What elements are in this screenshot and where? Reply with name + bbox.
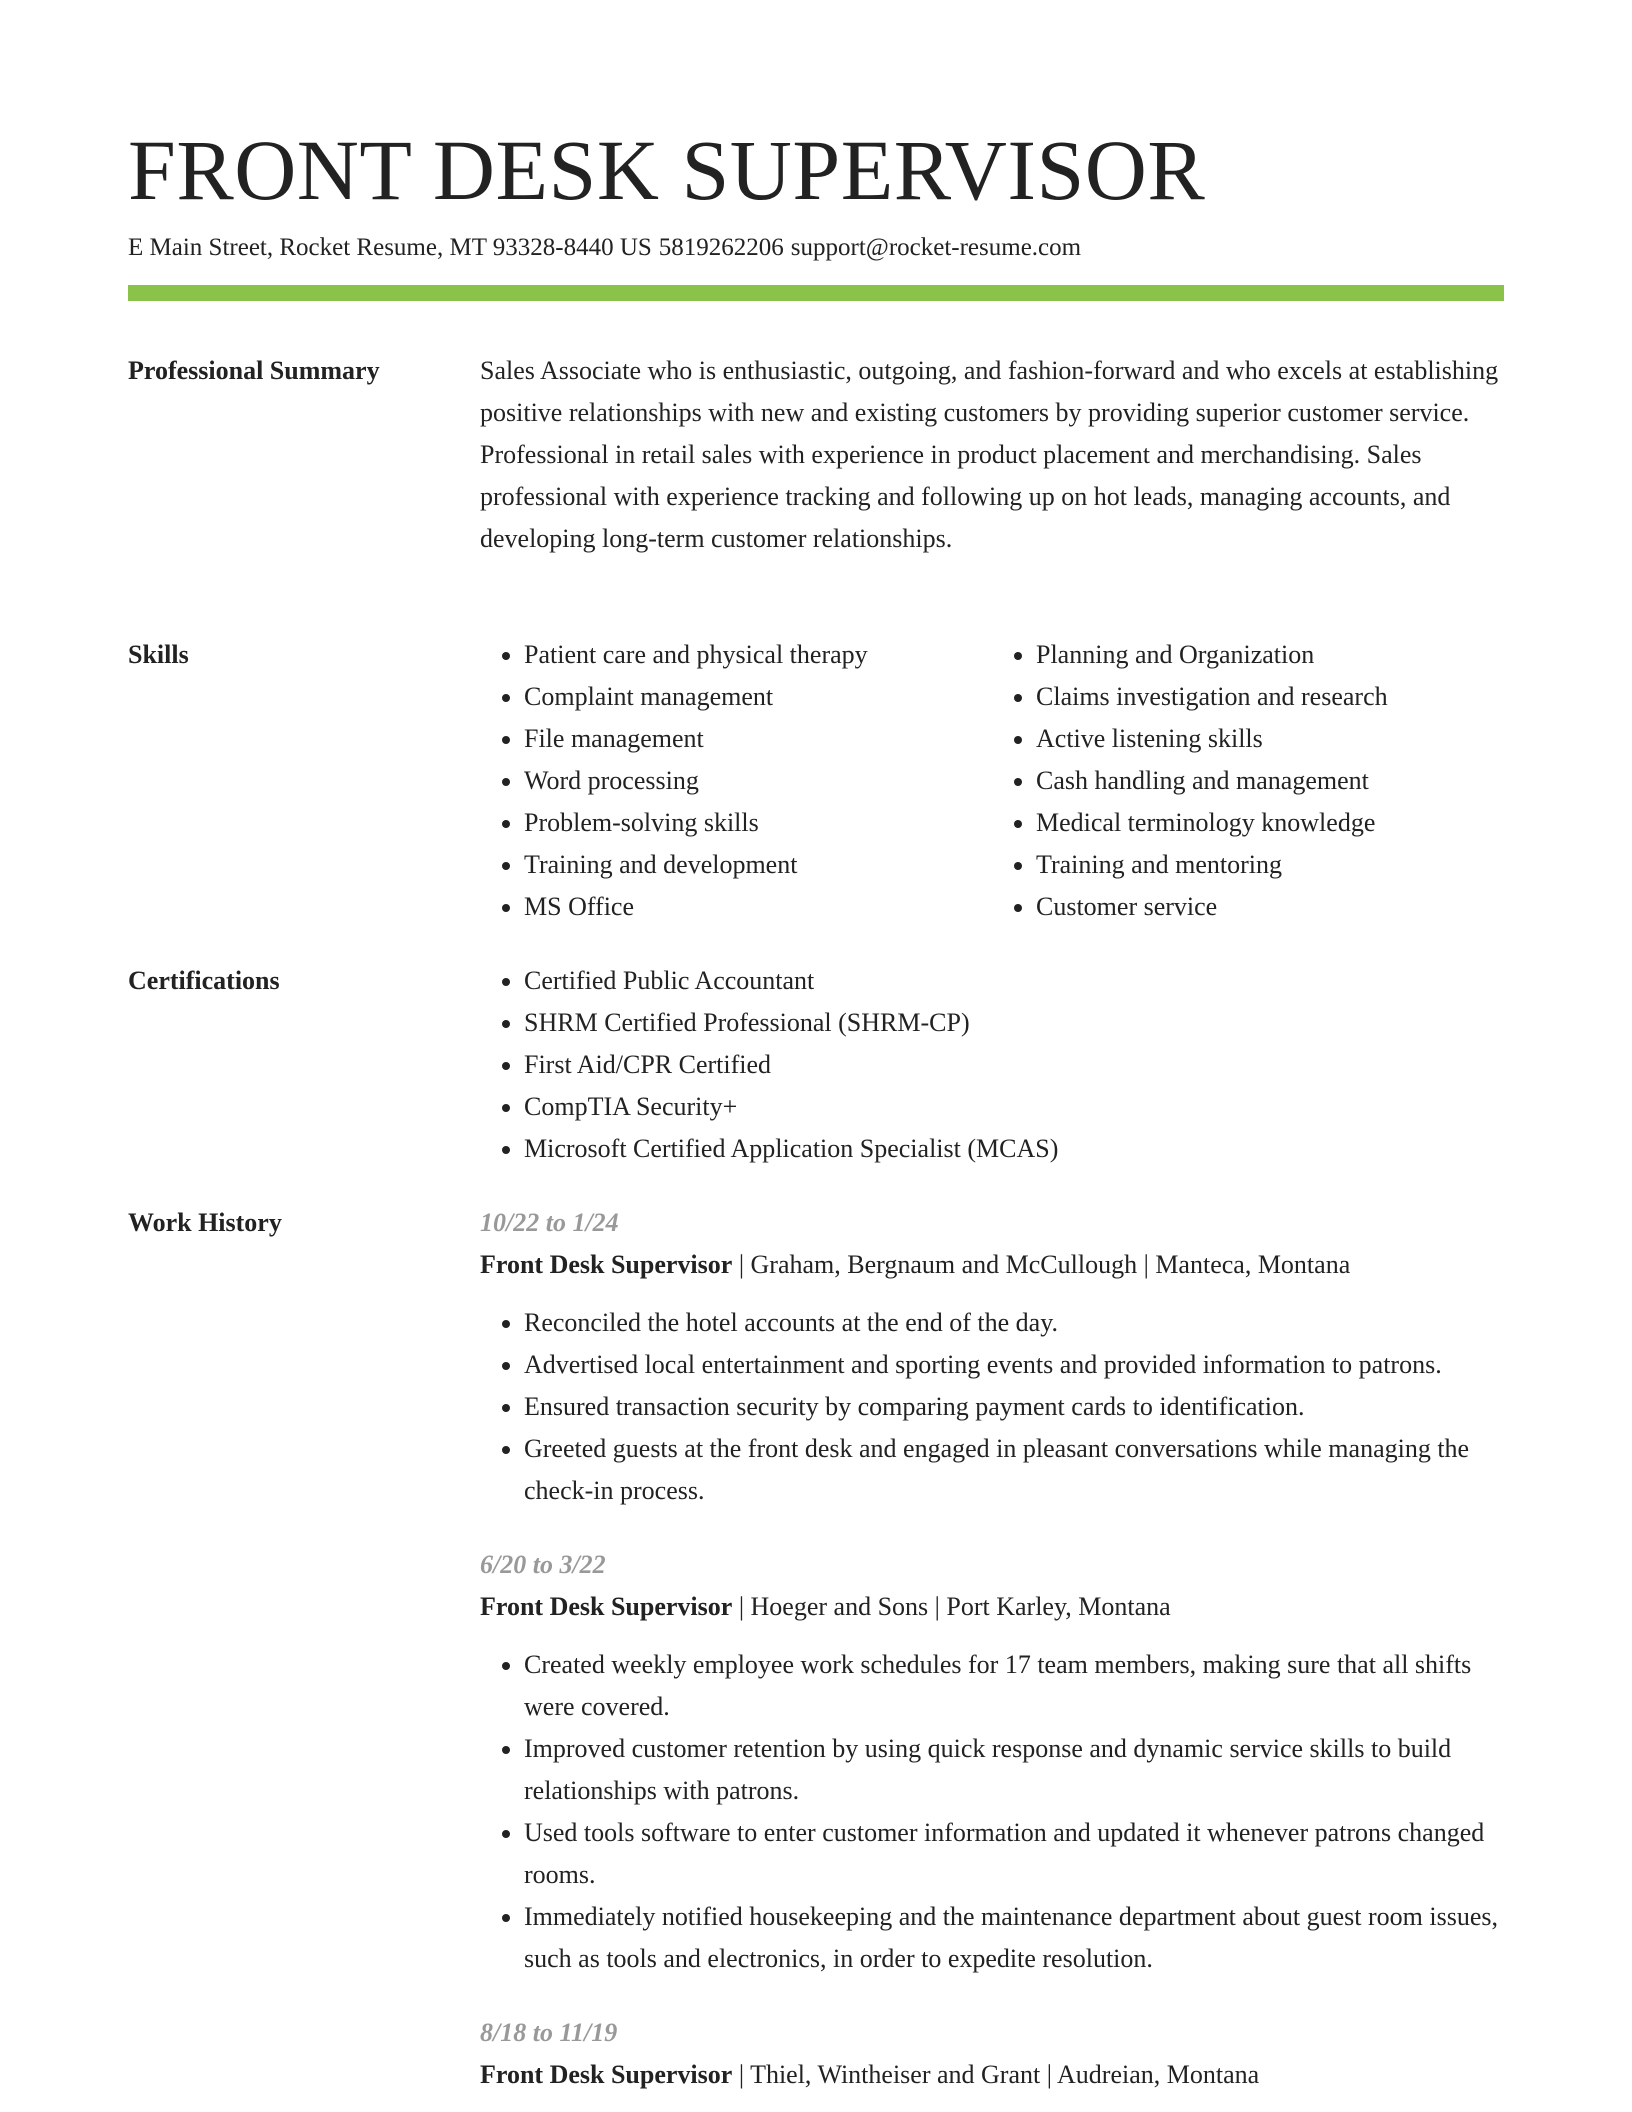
certifications-list xyxy=(480,960,1504,1170)
list-item: • Claims investigation and research xyxy=(1036,676,1504,718)
job-bullets xyxy=(480,1644,1504,1980)
list-item: • SHRM Certified Professional (SHRM-CP) xyxy=(524,1002,1504,1044)
list-item: • Reconciled the hotel accounts at the end of the day. xyxy=(524,1302,1504,1344)
list-item: • Customer service xyxy=(1036,886,1504,928)
separator: | xyxy=(738,1250,745,1279)
skills-body xyxy=(480,634,1504,928)
list-item: • Certified Public Accountant xyxy=(524,960,1504,1002)
list-item: • Created weekly employee work schedules for 17 team members, making sure that all shifts were covered. xyxy=(524,1644,1504,1728)
job-location: Manteca, Montana xyxy=(1155,1250,1351,1279)
list-item: • CompTIA Security+ xyxy=(524,1086,1504,1128)
list-item: • Cash handling and management xyxy=(1036,760,1504,802)
job-location: Audreian, Montana xyxy=(1057,2060,1260,2089)
list-item: • Problem-solving skills xyxy=(524,802,992,844)
summary-body xyxy=(480,350,1504,560)
list-item: • Complaint management xyxy=(524,676,992,718)
list-item: • Immediately notified housekeeping and the maintenance department about guest room issues, such as tools and electronics, in order to expedite resolution. xyxy=(524,1896,1504,1980)
contact-line xyxy=(128,230,1081,266)
job-company: Hoeger and Sons xyxy=(750,1592,929,1621)
resume-title: FRONT DESK SUPERVISOR xyxy=(128,122,1206,218)
job-bullets xyxy=(480,1302,1504,1512)
job-entry xyxy=(480,1202,1504,1512)
job-company: Graham, Bergnaum and McCullough xyxy=(750,1250,1138,1279)
list-item: • Microsoft Certified Application Specialist (MCAS) xyxy=(524,1128,1504,1170)
skills-heading: Skills xyxy=(128,640,189,669)
separator: | xyxy=(738,2060,745,2089)
list-item: • Word processing xyxy=(524,760,992,802)
job-title-line xyxy=(480,1244,1504,1286)
job-entry xyxy=(480,2012,1504,2096)
work-history-heading: Work History xyxy=(128,1208,282,1237)
list-item: • Active listening skills xyxy=(1036,718,1504,760)
list-item: • Patient care and physical therapy xyxy=(524,634,992,676)
job-role: Front Desk Supervisor xyxy=(480,1250,733,1279)
separator: | xyxy=(1143,1250,1149,1279)
list-item: • Medical terminology knowledge xyxy=(1036,802,1504,844)
list-item: • Greeted guests at the front desk and engaged in pleasant conversations while managing the check-in process. xyxy=(524,1428,1504,1512)
separator: | xyxy=(1046,2060,1052,2089)
separator: | xyxy=(934,1592,940,1621)
separator: | xyxy=(738,1592,745,1621)
list-item: • Ensured transaction security by comparing payment cards to identification. xyxy=(524,1386,1504,1428)
job-location: Port Karley, Montana xyxy=(946,1592,1171,1621)
list-item: • First Aid/CPR Certified xyxy=(524,1044,1504,1086)
list-item: • Used tools software to enter customer information and updated it whenever patrons changed rooms. xyxy=(524,1812,1504,1896)
job-dates: 6/20 to 3/22 xyxy=(480,1550,606,1579)
job-dates: 10/22 to 1/24 xyxy=(480,1208,619,1237)
list-item: • Training and development xyxy=(524,844,992,886)
job-dates: 8/18 to 11/19 xyxy=(480,2018,618,2047)
job-role: Front Desk Supervisor xyxy=(480,2060,733,2089)
skills-list-left xyxy=(480,634,992,928)
skills-list-right xyxy=(992,634,1504,928)
job-company: Thiel, Wintheiser and Grant xyxy=(750,2060,1041,2089)
list-item: • File management xyxy=(524,718,992,760)
list-item: • Planning and Organization xyxy=(1036,634,1504,676)
contact-email: support@rocket-resume.com xyxy=(790,234,1082,261)
accent-divider xyxy=(128,285,1504,301)
list-item: • MS Office xyxy=(524,886,992,928)
certifications-body xyxy=(480,960,1504,1170)
job-role: Front Desk Supervisor xyxy=(480,1592,733,1621)
certifications-heading: Certifications xyxy=(128,966,280,995)
work-history-body xyxy=(480,1202,1504,2096)
list-item: • Advertised local entertainment and sporting events and provided information to patrons. xyxy=(524,1344,1504,1386)
list-item: • Training and mentoring xyxy=(1036,844,1504,886)
contact-address: E Main Street, Rocket Resume, MT 93328-8440 US xyxy=(128,234,652,261)
summary-text: Sales Associate who is enthusiastic, outgoing, and fashion-forward and who excels at establishing positive relationships with new and existing customers by providing superior customer service. Professional in retail sales with experience in product placement and merchandising. Sales professional with experience tracking and following up on hot leads, managing accounts, and developing long-term customer relationships. xyxy=(480,356,1499,553)
job-title-line xyxy=(480,1586,1504,1628)
summary-heading: Professional Summary xyxy=(128,356,380,385)
contact-phone: 5819262206 xyxy=(658,234,784,261)
job-entry xyxy=(480,1544,1504,1980)
list-item: • Improved customer retention by using quick response and dynamic service skills to build relationships with patrons. xyxy=(524,1728,1504,1812)
job-title-line xyxy=(480,2054,1504,2096)
